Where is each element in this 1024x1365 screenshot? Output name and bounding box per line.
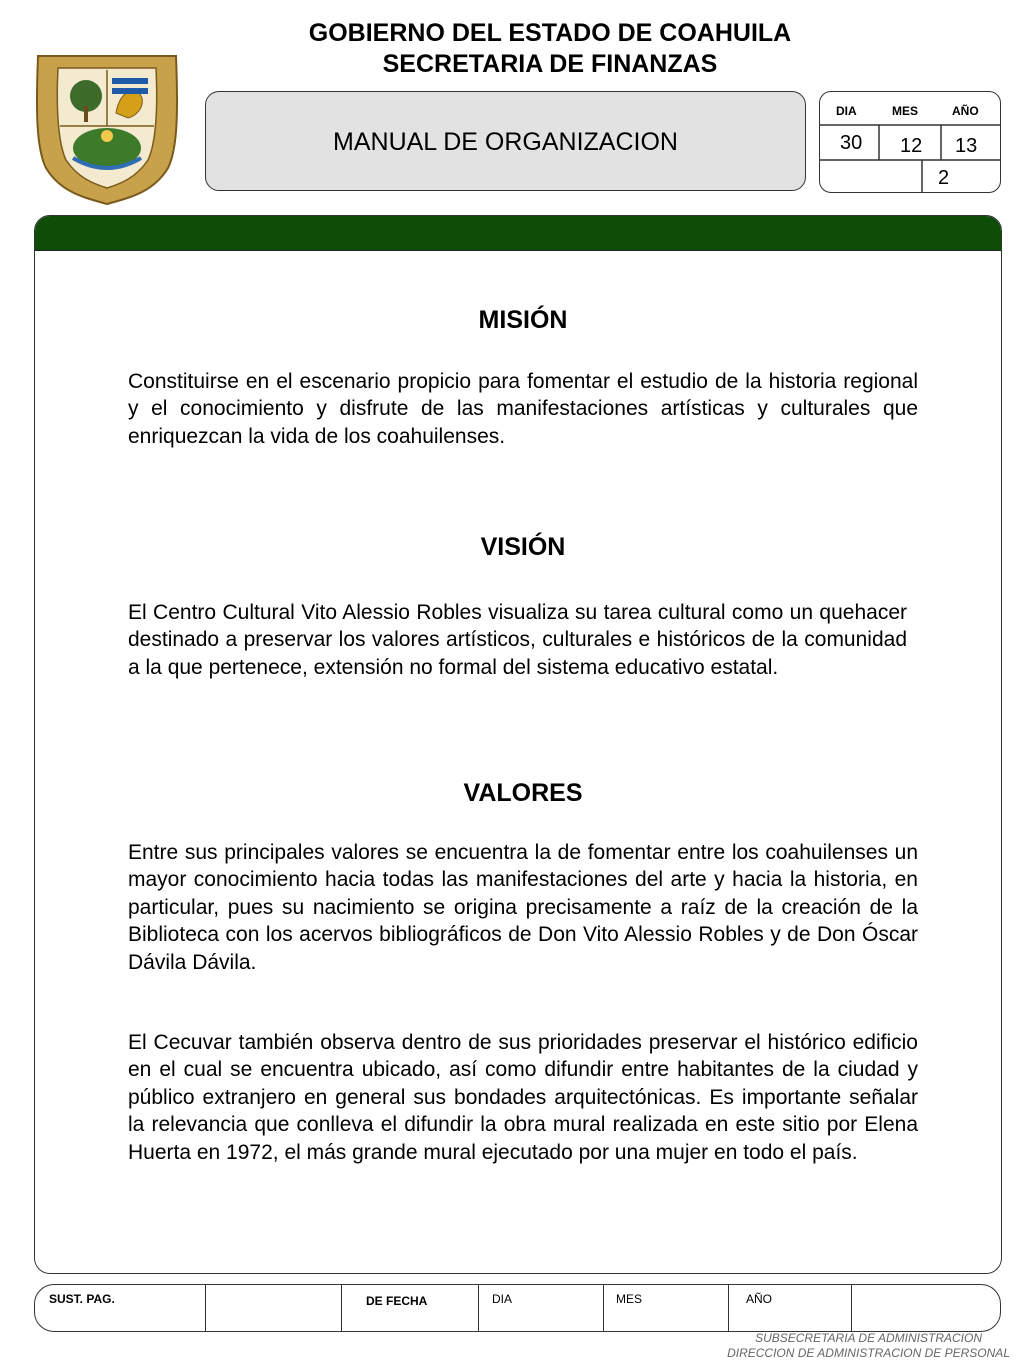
footer-divider (851, 1285, 852, 1331)
footer-dia: DIA (492, 1292, 513, 1306)
footer-divider (603, 1285, 604, 1331)
manual-title: MANUAL DE ORGANIZACION (333, 128, 678, 156)
date-dia-value: 30 (840, 132, 863, 154)
footer-mes: MES (616, 1292, 643, 1306)
date-dia-label: DIA (836, 104, 857, 118)
vision-text: El Centro Cultural Vito Alessio Robles visualiza su tarea cultural como un quehacer destinado a preservar los valores artísticos, culturales e históricos de la comunidad a la que pertenece, extensión no formal del sistema educativo estatal. (128, 601, 907, 679)
date-mes-value: 12 (900, 135, 923, 157)
footer-sust-pag: SUST. PAG. (49, 1292, 115, 1306)
secretariat-name: SECRETARIA DE FINANZAS (382, 50, 718, 78)
government-title (200, 18, 900, 80)
footer-box (34, 1284, 1001, 1332)
coat-of-arms-logo (28, 48, 186, 206)
header-band (35, 216, 1001, 251)
valores-text-1: Entre sus principales valores se encuentra la de fomentar entre los coahuilenses un mayor conocimiento hacia todas las manifestaciones del arte y hacia la historia, en particular, pues su nacimiento se origina precisamente a raíz de la creación de la Biblioteca con los acervos bibliográficos de Don Vito Alessio Robles y de Don Óscar Dávila Dávila. (128, 841, 918, 974)
vision-heading: VISIÓN (480, 533, 566, 561)
date-anio-value: 13 (955, 135, 978, 157)
subsecretaria-text: SUBSECRETARIA DE ADMINISTRACION (755, 1331, 982, 1345)
footer-divider (205, 1285, 206, 1331)
footer-anio: AÑO (746, 1292, 773, 1306)
date-anio-label: AÑO (952, 104, 979, 118)
footer-de-fecha: DE FECHA (366, 1294, 428, 1308)
footer-divider (341, 1285, 342, 1331)
valores-text-2: El Cecuvar también observa dentro de sus prioridades preservar el histórico edificio en el cual se encuentra ubicado, así como difundir entre habitantes de la ciudad y público extranjero en general sus bondades arquitectónicas. Es importante señalar la relevancia que conlleva el difundir la obra mural realizada en este sitio por Elena Huerta en 1972, el más grande mural ejecutado por una mujer en todo el país. (128, 1031, 918, 1164)
government-name: GOBIERNO DEL ESTADO DE COAHUILA (308, 19, 792, 47)
mision-heading: MISIÓN (478, 306, 568, 334)
date-mes-label: MES (892, 104, 919, 118)
manual-title-box (205, 91, 806, 191)
valores-heading: VALORES (463, 779, 583, 807)
date-box (819, 91, 1001, 193)
mision-text: Constituirse en el escenario propicio para fomentar el estudio de la historia regional y el conocimiento y disfrute de las manifestaciones artísticas y culturales que enriquezcan la vida de los coahuilenses. (128, 370, 918, 448)
page-number: 2 (938, 167, 950, 189)
footer-divider (478, 1285, 479, 1331)
footer-divider (728, 1285, 729, 1331)
direccion-text: DIRECCION DE ADMINISTRACION DE PERSONAL (727, 1346, 1010, 1360)
